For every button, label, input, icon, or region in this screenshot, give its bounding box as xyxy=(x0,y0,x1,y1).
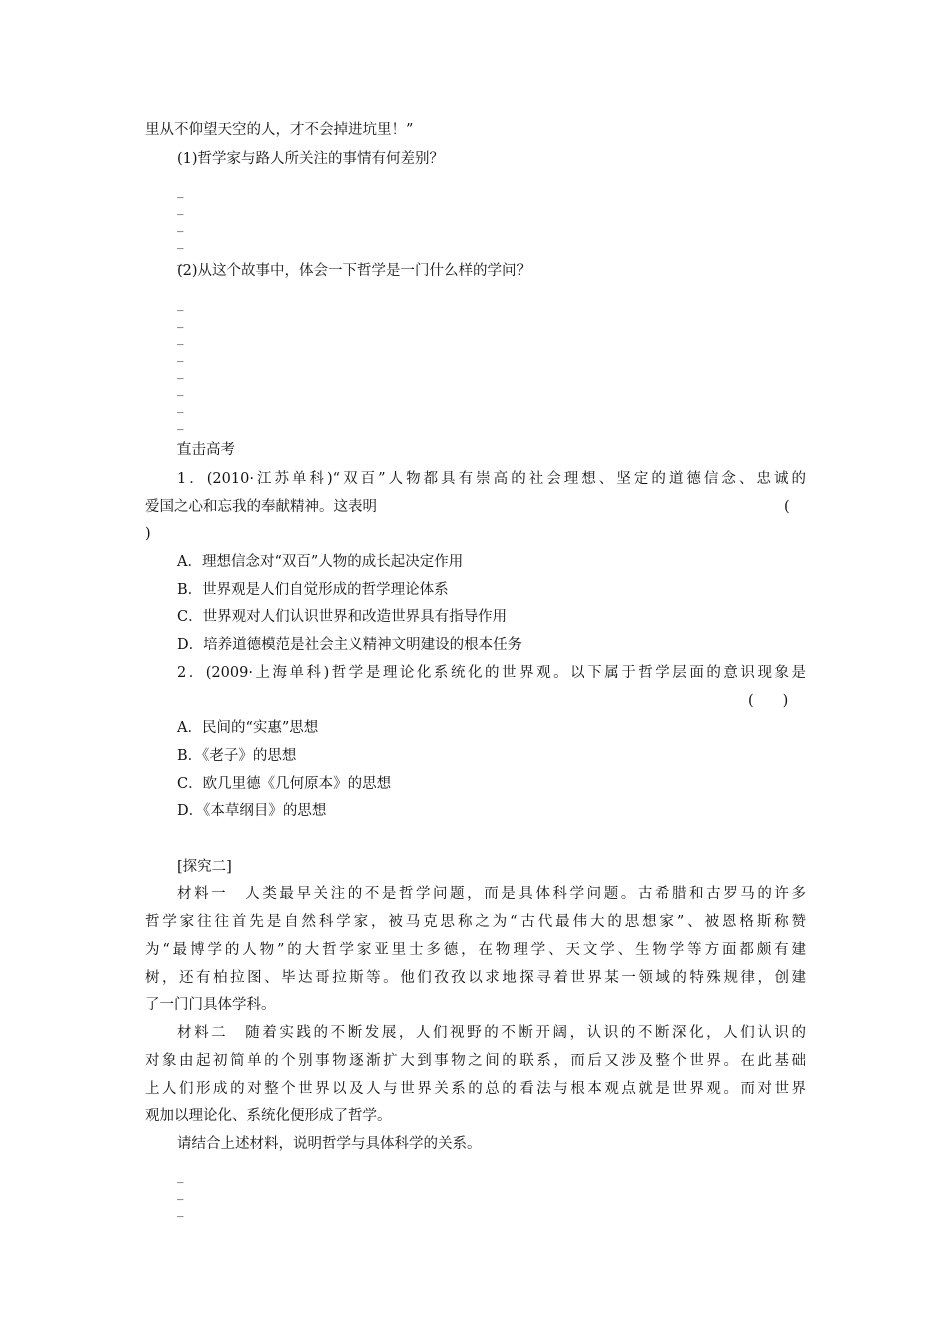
answer-blank: _ xyxy=(177,416,184,431)
answer-paren-open: ( xyxy=(784,499,790,515)
exam-item-1-line-2: 爱国之心和忘我的奉献精神。这表明 xyxy=(145,499,377,515)
answer-blank: _ xyxy=(177,399,184,414)
exam-item-2-option-a: A．民间的“实惠”思想 xyxy=(177,720,319,736)
material-2-line: 材料二 随着实践的不断发展，人们视野的不断开阔，认识的不断深化，人们认识的 xyxy=(177,1025,806,1041)
material-1-line: 树，还有柏拉图、毕达哥拉斯等。他们孜孜以求地探寻着世界某一领域的特殊规律，创建 xyxy=(145,970,806,986)
answer-blank: _ xyxy=(177,235,184,250)
answer-blank: _ xyxy=(177,331,184,346)
answer-paren: ( ) xyxy=(748,693,789,709)
material-1-line: 为“最博学的人物”的大哲学家亚里士多德，在物理学、天文学、生物学等方面都颇有建 xyxy=(145,942,806,958)
material-1-line: 了一门门具体学科。 xyxy=(145,997,276,1013)
material-2-line: 对象由起初简单的个别事物逐渐扩大到事物之间的联系，而后又涉及整个世界。在此基础 xyxy=(145,1053,806,1069)
answer-blank: _ xyxy=(177,218,184,233)
question-prompt: 请结合上述材料，说明哲学与具体科学的关系。 xyxy=(177,1136,482,1152)
answer-blank: _ xyxy=(177,1169,184,1184)
exam-item-1-line-1: 1．(2010·江苏单科)“双百”人物都具有崇高的社会理想、坚定的道德信念、忠诚的 xyxy=(177,471,806,487)
answer-blank: _ xyxy=(177,252,184,267)
exam-item-2-option-b: B．《老子》的思想 xyxy=(177,748,297,764)
exam-item-2-option-c: C．欧几里德《几何原本》的思想 xyxy=(177,776,392,792)
answer-paren-close: ) xyxy=(145,526,151,542)
section-heading-explore: [探究二] xyxy=(177,859,232,875)
answer-blank: _ xyxy=(177,297,184,312)
section-heading-exam: 直击高考 xyxy=(177,442,235,458)
material-1-line: 材料一 人类最早关注的不是哲学问题，而是具体科学问题。古希腊和古罗马的许多 xyxy=(177,886,806,902)
answer-blank: _ xyxy=(177,365,184,380)
answer-blank: _ xyxy=(177,1203,184,1218)
question-2: (2)从这个故事中，体会一下哲学是一门什么样的学问？ xyxy=(177,263,532,279)
exam-item-2-line-1: 2．(2009·上海单科)哲学是理论化系统化的世界观。以下属于哲学层面的意识现象是 xyxy=(177,665,806,681)
answer-blank: _ xyxy=(177,382,184,397)
exam-item-2-option-d: D．《本草纲目》的思想 xyxy=(177,803,327,819)
answer-blank: _ xyxy=(177,431,184,446)
material-2-line: 上人们形成的对整个世界以及人与世界关系的总的看法与根本观点就是世界观。而对世界 xyxy=(145,1081,806,1097)
answer-blank: _ xyxy=(177,184,184,199)
exam-item-1-option-c: C．世界观对人们认识世界和改造世界具有指导作用 xyxy=(177,609,508,625)
material-2-line: 观加以理论化、系统化便形成了哲学。 xyxy=(145,1108,392,1124)
material-1-line: 哲学家往往首先是自然科学家，被马克思称之为“古代最伟大的思想家”、被恩格斯称赞 xyxy=(145,914,806,930)
exam-item-1-option-b: B．世界观是人们自觉形成的哲学理论体系 xyxy=(177,582,449,598)
intro-tail-text: 里从不仰望天空的人，才不会掉进坑里！” xyxy=(145,122,414,138)
exam-item-1-option-d: D．培养道德模范是社会主义精神文明建设的根本任务 xyxy=(177,637,523,653)
answer-blank: _ xyxy=(177,201,184,216)
answer-blank: _ xyxy=(177,1186,184,1201)
exam-item-1-option-a: A．理想信念对“双百”人物的成长起决定作用 xyxy=(177,554,464,570)
answer-blank: _ xyxy=(177,314,184,329)
answer-blank: _ xyxy=(177,348,184,363)
question-1: (1)哲学家与路人所关注的事情有何差别？ xyxy=(177,151,445,167)
